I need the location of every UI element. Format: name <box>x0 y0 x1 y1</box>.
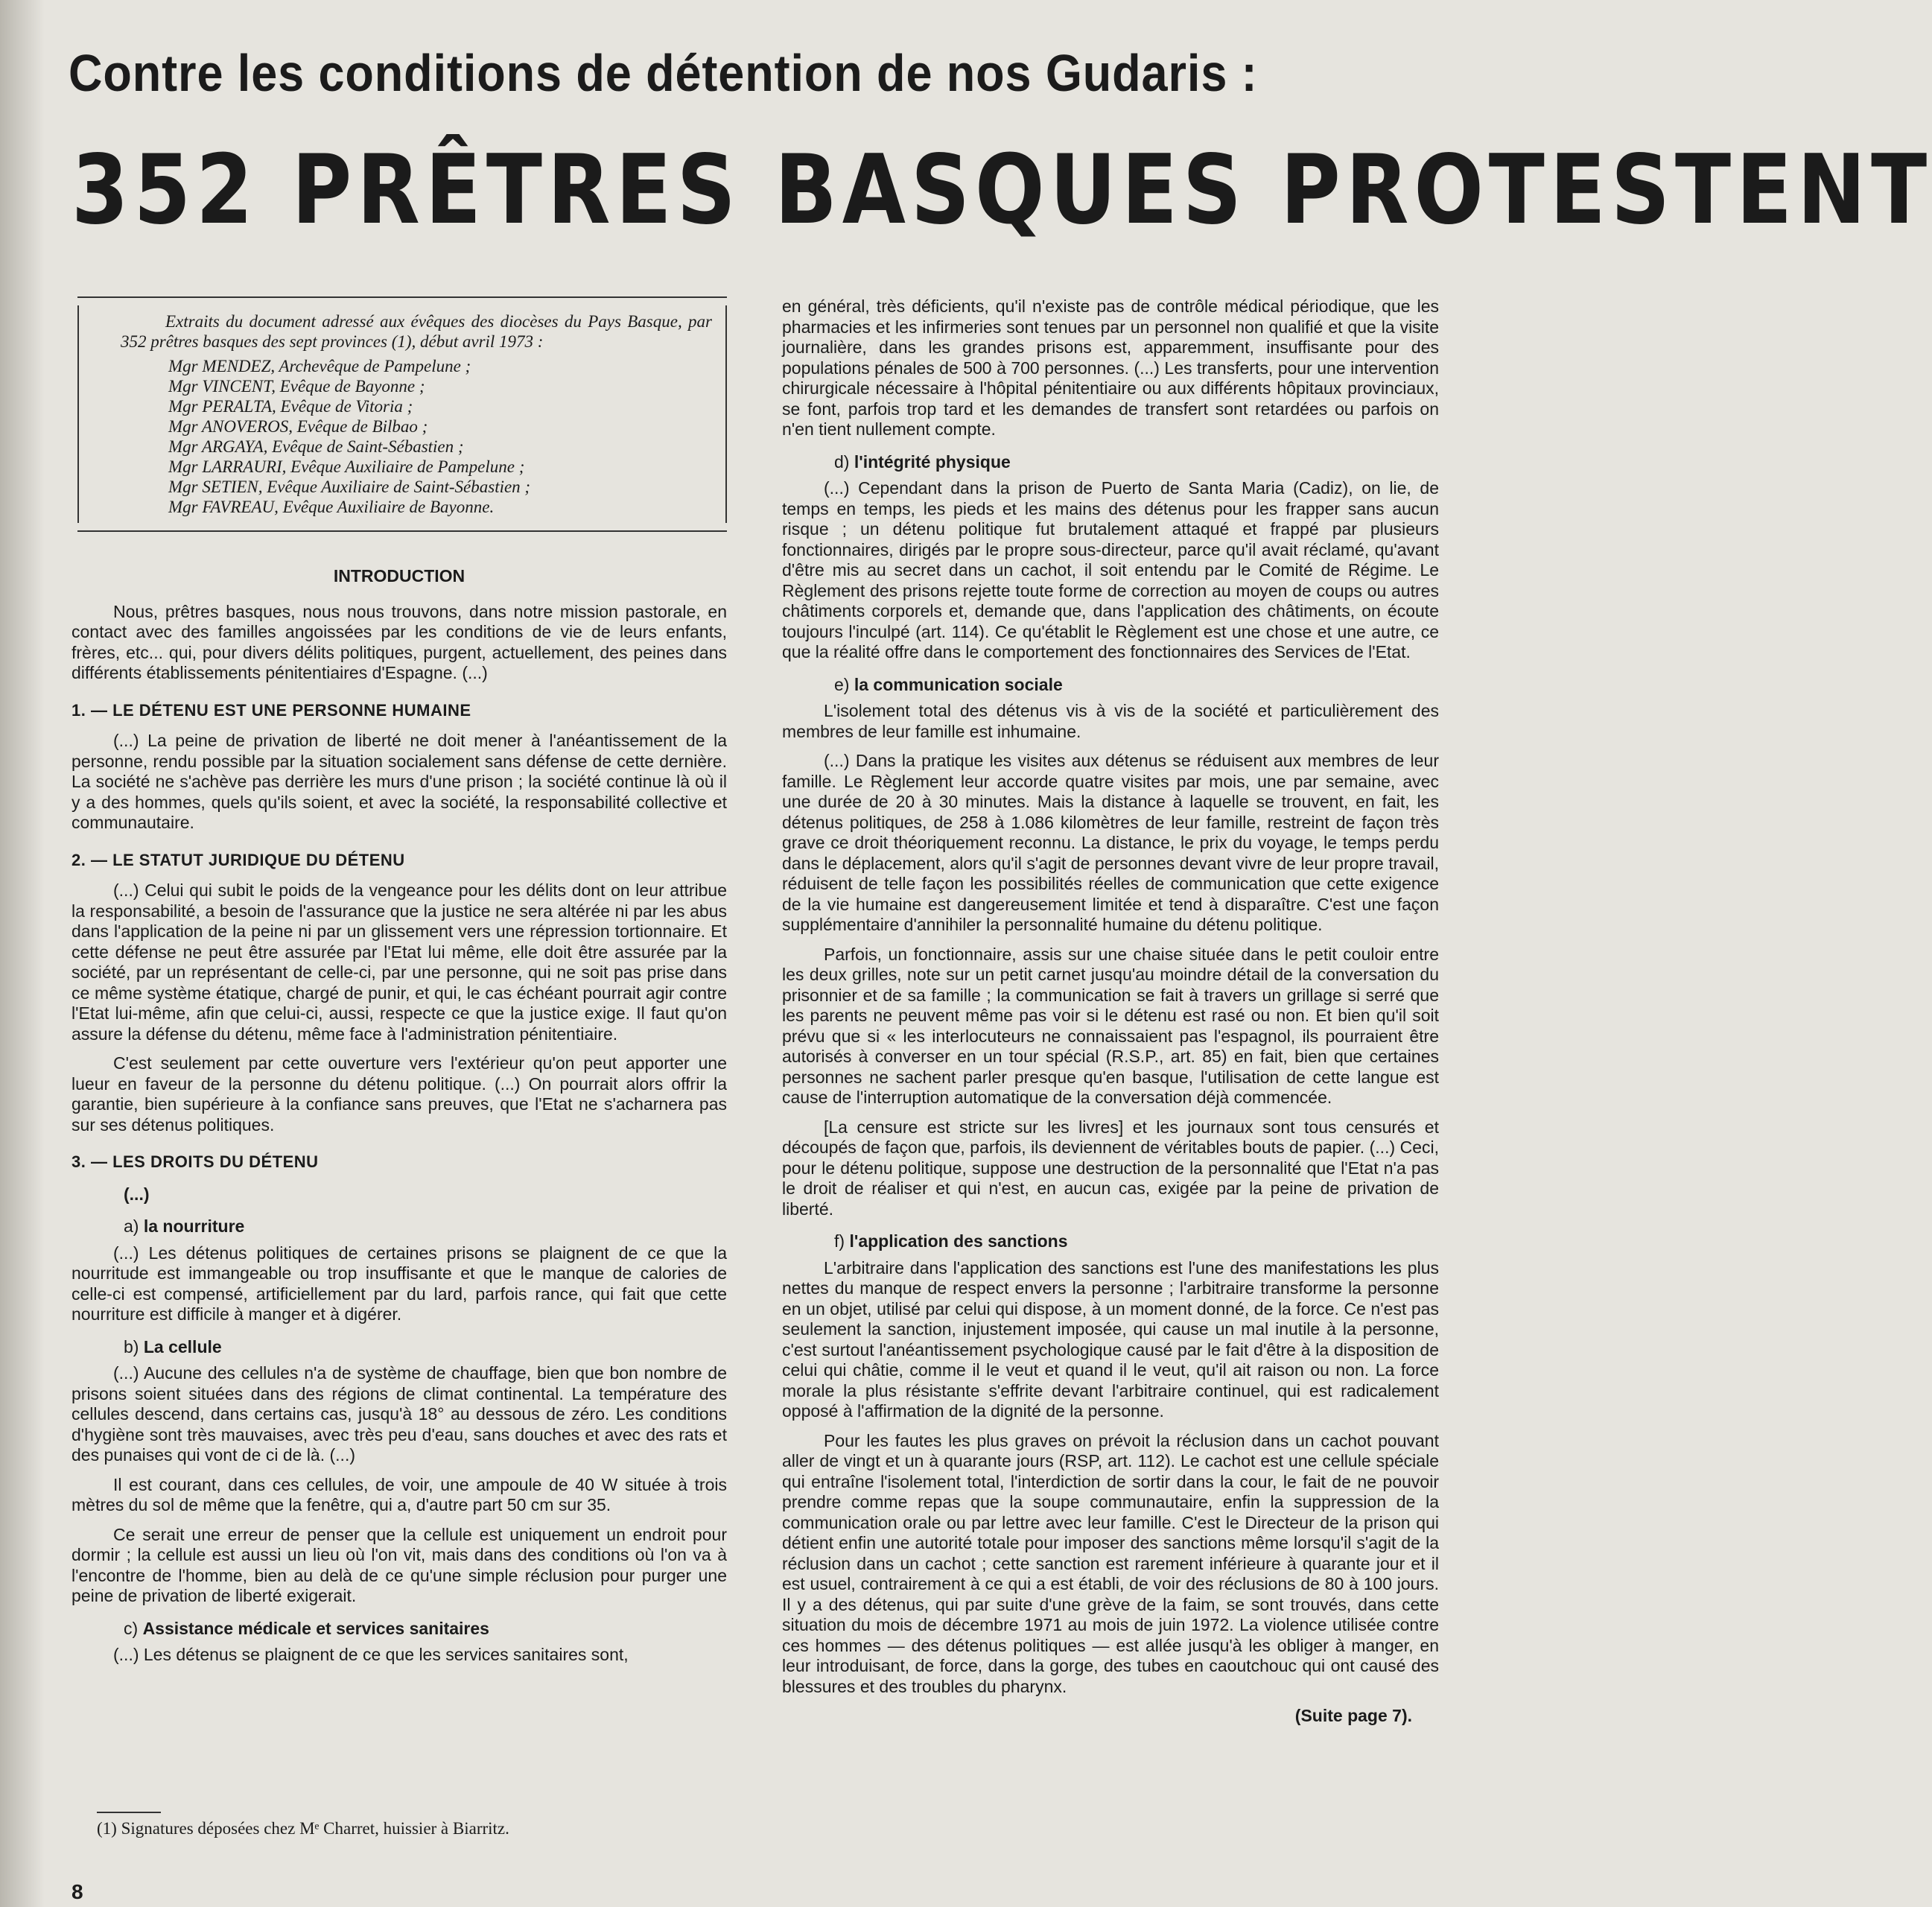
section-3-heading: 3. — LES DROITS DU DÉTENU <box>72 1152 319 1171</box>
section-2-heading: 2. — LE STATUT JURIDIQUE DU DÉTENU <box>72 850 405 869</box>
section-2-paragraph: (...) Celui qui subit le poids de la vengeance pour les délits dont on leur attribue la responsabilité, a besoin de l'assurance que la justice ne sera altérée ni par les abus dans l'application de la peine ni par un glissement vers une répression tortionnaire. Et cette défense ne peut être assurée par l'Etat lui même, elle doit être assurée par la société, par un représentant de celle-ci, par une personne, qui ne soit pas prise dans ce même système étatique, chargé de punir, et qui, le cas échéant pourrait agir contre l'Etat lui-même, afin que celui-ci, aussi, respecte ce que la justice exige. Il faut qu'on assure la défense du détenu, même face à l'administration pénitentiaire. <box>72 880 727 1044</box>
bishop-line: Mgr FAVREAU, Evêque Auxiliaire de Bayonne. <box>168 498 495 516</box>
subsection-e-paragraph: [La censure est stricte sur les livres] et les journaux sont tous censurés et découpés de façon que, parfois, ils deviennent de véritables bouts de papier. (...) Ceci, pour le détenu politique, suppose une destruction de la personnalité que l'Etat n'a pas le droit de réaliser et qui n'est, en aucun cas, exigée par la peine de privation de liberté. <box>782 1117 1439 1219</box>
subsection-a-paragraph: (...) Les détenus politiques de certaines prisons se plaignent de ce que la nourritude est immangeable ou trop insuffisante et que le manque de calories de celle-ci est compensé, artificiellement par du lard, parfois rance, qui fait que cette nourriture est difficile à manger et à digérer. <box>72 1243 727 1324</box>
subsection-f-heading: f) l'application des sanctions <box>834 1231 1068 1251</box>
subsection-f-paragraph: Pour les fautes les plus graves on prévoit la réclusion dans un cachot pouvant aller de vingt et un à quarante jours (RSP, art. 112). Le cachot est une cellule spéciale qui entraîne l'isolement total, l'interdiction de sortir dans la cour, le fait de ne pouvoir prendre comme repas que la soupe communautaire, enfin la suppression de la communication orale ou par lettre avec leur famille. C'est le Directeur de la prison qui détient enfin une autorité totale pour imposer des sanctions même lorsqu'il s'agit de la réclusion dans un cachot ; cette sanction est rarement inférieure à quarante jour et il est usuel, contrairement à ce qui a est établi, de voir des réclusions de 80 à 100 jours. Il y a des détenus, qui par suite d'une grève de la faim, se sont trouvés, dans cette situation du mois de décembre 1971 au mois de juin 1972. La violence utilisée contre ces hommes — des détenus politiques — est allée jusqu'à les obliger à manger, en leur introduisant, de force, dans la gorge, des tubes en caoutchouc qui ont causé des blessures et des troubles du pharynx. <box>782 1430 1439 1696</box>
box-intro: Extraits du document adressé aux évêques des diocèses du Pays Basque, par 352 prêtres basques des sept provinces (1), début avril 1973 : <box>121 312 712 351</box>
subsection-b-paragraph: Ce serait une erreur de penser que la cellule est uniquement un endroit pour dormir ; la cellule est aussi un lieu où l'on vit, mais dans des conditions où l'on va à l'encontre de l'homme, bien au delà de ce qu'une simple réclusion pour purger une peine de privation de liberté exigerait. <box>72 1524 727 1605</box>
article-kicker: Contre les conditions de détention de nos Gudaris : <box>69 44 1258 102</box>
subsection-e-heading: e) la communication sociale <box>834 674 1063 694</box>
section-1-paragraph: (...) La peine de privation de liberté ne doit mener à l'anéantissement de la personne, rendu possible par la situation socialement sans défense de cette dernière. La société ne s'achève pas derrière les murs d'une prison ; la société continue là où il y a des hommes, quels qu'ils soient, et avec la société, la responsabilité collective et communautaire. <box>72 731 727 832</box>
subsection-d-heading: d) l'intégrité physique <box>834 451 1011 472</box>
bishop-line: Mgr VINCENT, Evêque de Bayonne ; <box>168 377 425 396</box>
subsection-e-paragraph: Parfois, un fonctionnaire, assis sur une chaise située dans le petit couloir entre les deux grilles, note sur un petit carnet jusqu'au moindre détail de la conversation du prisonnier et de sa famille ; la communication se fait à travers un grillage si serré que les parents ne peuvent même pas voir si le détenu est rasé ou non. Et bien qu'il soit prévu que si « les interlocuteurs ne connaissaient pas l'espagnol, ils pourraient être autorisés à converser en un tour spécial (R.S.P., art. 85) en fait, bien que certaines personnes ne sachent parler presque qu'en basque, l'utilisation de cette langue est cause de l'interruption automatique de la conversation déjà commencée. <box>782 944 1439 1107</box>
bishop-line: Mgr PERALTA, Evêque de Vitoria ; <box>168 397 413 416</box>
subsection-c-paragraph: (...) Les détenus se plaignent de ce que les services sanitaires sont, <box>113 1645 629 1664</box>
subsection-d-paragraph: (...) Cependant dans la prison de Puerto de Santa Maria (Cadiz), on lie, de temps en temps, les pieds et les mains des détenus pour les frapper sans aucun risque ; un détenu politique fut brutalement attaqué et frappé par plusieurs fonctionnaires, dirigés par le propre sous-directeur, parce qu'il avait réclamé, qu'avant d'être mis au secret dans un cachot, il soit entendu par le Comité de Régime. Le Règlement des prisons rejette toute forme de correction au moyen de coups ou autres châtiments corporels et, demande que, dans l'application des châtiments, on écoute toujours l'inculpé (art. 114). Ce qu'établit le Règlement est une chose et une autre, ce que la réalité offre dans le comportement des fonctionnaires des Services de l'Etat. <box>782 478 1439 661</box>
footnote: (1) Signatures déposées chez Mᵉ Charret, huissier à Biarritz. <box>97 1819 509 1838</box>
article-headline: 352 PRÊTRES BASQUES PROTESTENT <box>72 135 1932 246</box>
continued-note: (Suite page 7). <box>1294 1706 1412 1725</box>
subsection-e-paragraph: L'isolement total des détenus vis à vis de la société et particulièrement des membres de leur famille est inhumaine. <box>782 701 1439 741</box>
bishop-line: Mgr ARGAYA, Evêque de Saint-Sébastien ; <box>168 437 464 456</box>
subsection-b-paragraph: (...) Aucune des cellules n'a de système de chauffage, bien que bon nombre de prisons soient situées dans des régions de climat continental. La température des cellules descend, dans certains cas, jusqu'à 18° au dessous de zéro. Les conditions d'hygiène sont très mauvaises, avec très peu d'eau, sans douches et avec des rats et des punaises qui vont de ci de là. (...) <box>72 1363 727 1465</box>
subsection-c-continued: en général, très déficients, qu'il n'existe pas de contrôle médical périodique, que les pharmacies et les infirmeries sont tenues par un personnel non qualifié et que la visite journalière, dans les grandes prisons est, apparemment, insuffisante pour des populations pénales de 500 à 700 personnes. (...) Les transferts, pour une intervention chirurgicale nécessaire à l'hôpital pénitentiaire ou aux différents hôpitaux provinciaux, se font, parfois trop tard et les demandes de transfert sont retardées ou parfois on n'en tient nullement compte. <box>782 296 1439 439</box>
intro-heading: INTRODUCTION <box>333 566 465 586</box>
subsection-a-heading: a) la nourriture <box>124 1216 245 1236</box>
subsection-c-heading: c) Assistance médicale et services sanitaires <box>124 1618 489 1638</box>
bishop-line: Mgr MENDEZ, Archevêque de Pampelune ; <box>168 357 471 375</box>
section-3-ellipsis: (...) <box>124 1184 150 1204</box>
subsection-e-paragraph: (...) Dans la pratique les visites aux détenus se réduisent aux membres de leur famille. Le Règlement leur accorde quatre visites par mois, une par semaine, avec une durée de 20 à 30 minutes. Mais la distance à laquelle se trouvent, en fait, les détenus politiques, de 258 à 1.086 kilomètres de leur famille, restreint de façon très grave ce droit théoriquement reconnu. La distance, le prix du voyage, le temps perdu dans le déplacement, alors qu'il s'agit de personnes devant vivre de leur propre travail, réduisent de telle façon les possibilités réelles de communication que cette exigence de la vie humaine est dangereusement limitée et tend à disparaître. C'est une façon supplémentaire d'annihiler la personnalité humaine du détenu politique. <box>782 751 1439 934</box>
right-column <box>782 296 1439 1727</box>
left-column <box>72 296 727 1675</box>
page-gutter-shadow <box>0 0 45 1907</box>
bishop-line: Mgr LARRAURI, Evêque Auxiliaire de Pampelune ; <box>168 457 525 476</box>
bishop-line: Mgr SETIEN, Evêque Auxiliaire de Saint-Sébastien ; <box>168 477 531 496</box>
intro-paragraph: Nous, prêtres basques, nous nous trouvons, dans notre mission pastorale, en contact avec des familles angoissées par les conditions de vie de leurs enfants, frères, etc... qui, pour divers délits politiques, purgent, actuellement, des peines dans différents établissements pénitentiaires d'Espagne. (...) <box>72 601 727 682</box>
bishop-line: Mgr ANOVEROS, Evêque de Bilbao ; <box>168 417 428 436</box>
section-2-paragraph: C'est seulement par cette ouverture vers l'extérieur qu'on peut apporter une lueur en faveur de la personne du détenu politique. (...) On pourrait alors offrir la garantie, bien supérieure à la confiance sans preuves, que l'Etat ne s'acharnera pas sur ses détenus politiques. <box>72 1053 727 1135</box>
section-1-heading: 1. — LE DÉTENU EST UNE PERSONNE HUMAINE <box>72 700 471 720</box>
subsection-f-paragraph: L'arbitraire dans l'application des sanctions est l'une des manifestations les plus nettes du manque de respect envers la personne ; l'arbitraire transforme la personne en un objet, utilisé par celui qui dispose, à un moment donné, de la force. Ce n'est pas seulement la sanction, injustement imposée, qui cause un mal inutile à la personne, c'est surtout l'anéantissement psychologique causé par le fait d'être à la disposition de celui qui châtie, comme il le veut et quand il le veut, qu'il ait raison ou non. La force morale la plus résistante s'effrite devant l'arbitraire continuel, qui est radicalement opposé à l'affirmation de la dignité de la personne. <box>782 1257 1439 1421</box>
subsection-b-paragraph: Il est courant, dans ces cellules, de voir, une ampoule de 40 W située à trois mètres du sol de même que la fenêtre, qui a, d'autre part 50 cm sur 35. <box>72 1474 727 1514</box>
addressee-box <box>77 296 727 532</box>
page-number: 8 <box>72 1880 83 1903</box>
footnote-rule <box>97 1812 161 1813</box>
subsection-b-heading: b) La cellule <box>124 1336 222 1357</box>
